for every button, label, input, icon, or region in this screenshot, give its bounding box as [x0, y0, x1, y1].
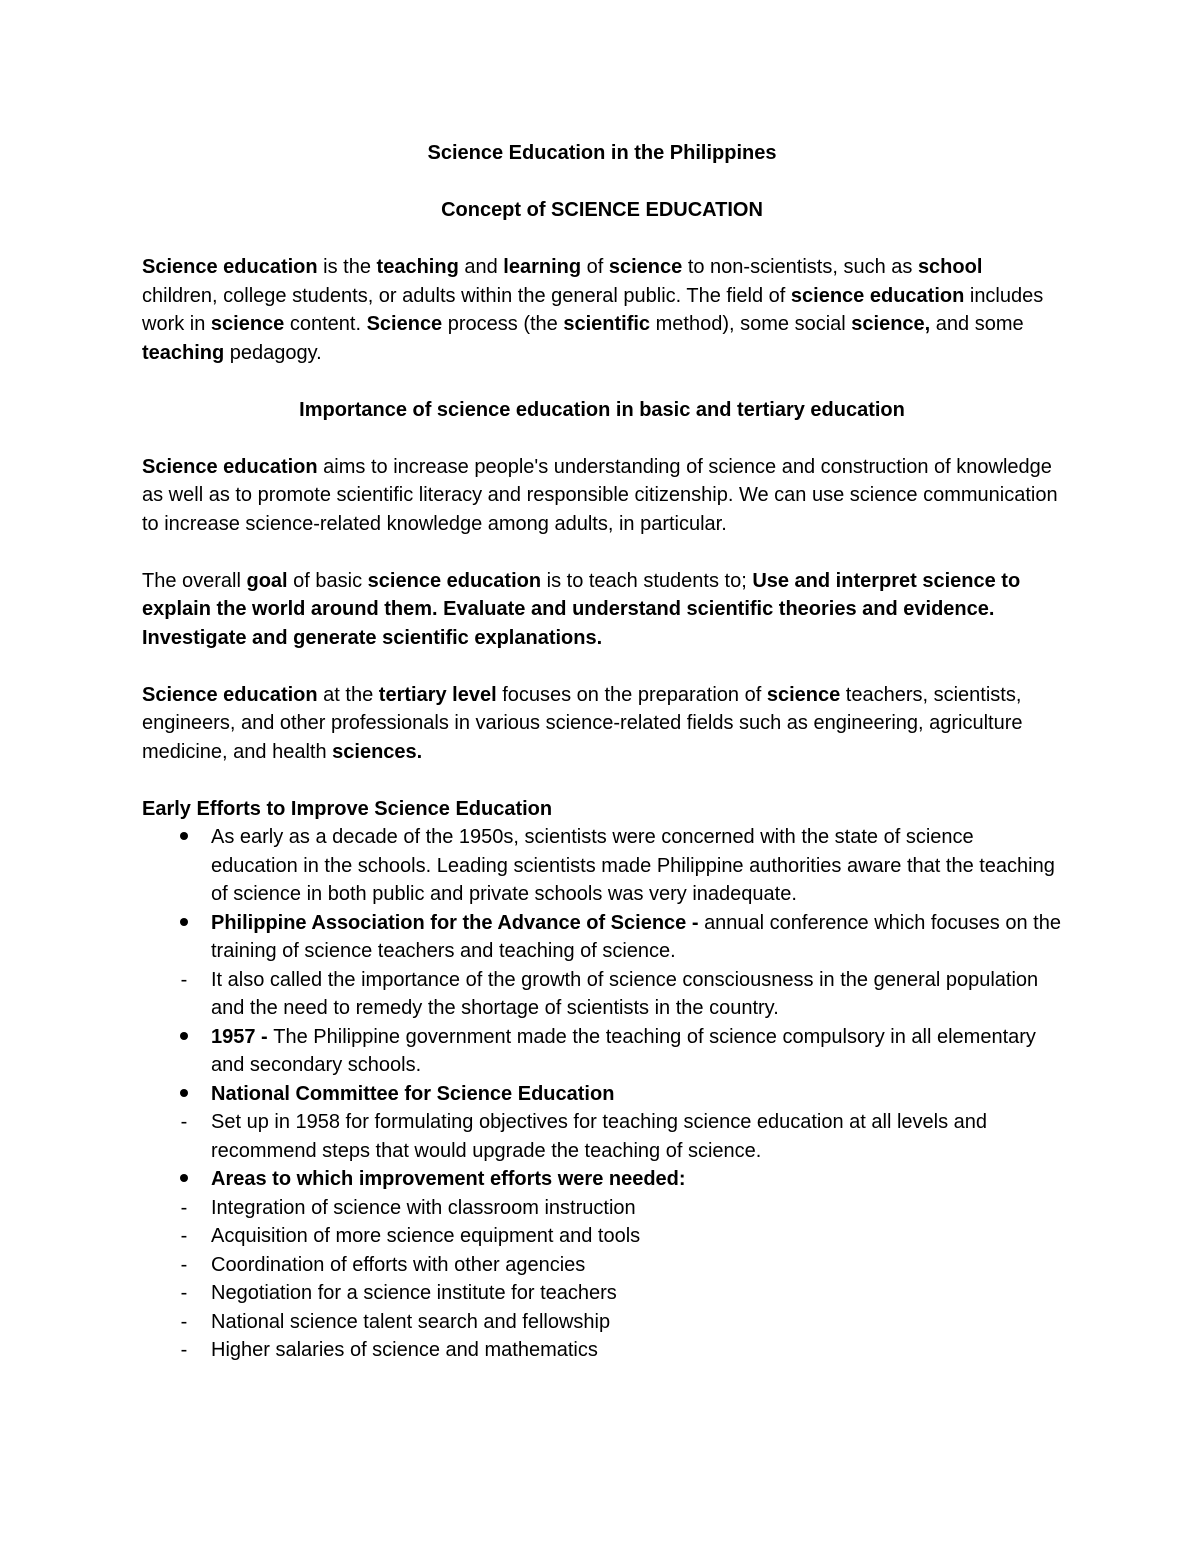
text-run: at the [317, 683, 379, 706]
bold-text-run: science education [790, 284, 965, 307]
text-run: is the [317, 256, 377, 278]
text-run: The Philippine government made the teaching of science compulsory in all elementary and secondary schools. [211, 1025, 1036, 1076]
bold-text-run: science, [851, 313, 931, 335]
dash-icon [172, 966, 196, 995]
spacer [142, 538, 1062, 567]
text-run: and some [930, 313, 1024, 335]
list-item [142, 1023, 1062, 1080]
bold-text-run: sciences. [332, 740, 423, 763]
dash-icon [172, 1194, 196, 1223]
text-run: of [581, 256, 609, 278]
spacer [142, 225, 1062, 254]
spacer [142, 367, 1062, 396]
text-run: focuses on the preparation of [496, 683, 767, 706]
bold-text-run: learning [503, 256, 582, 278]
goal-paragraph [142, 567, 1062, 653]
list-item [142, 1108, 1062, 1165]
spacer [142, 168, 1062, 197]
bold-text-run: Use and interpret science to explain the world around them. Evaluate and understand scientific theories and evidence. Investigate and generate scientific explanations. [142, 569, 1021, 649]
list-item [142, 823, 1062, 909]
text-run: It also called the importance of the growth of science consciousness in the general population and the need to remedy the shortage of scientists in the country. [211, 968, 1039, 1019]
bold-text-run: Science education [142, 683, 318, 706]
text-run: includes work in [142, 284, 1044, 335]
text-run: is to teach students to; [541, 569, 753, 592]
bullet-icon [172, 1023, 196, 1052]
list-item [142, 1222, 1062, 1251]
list-item [142, 1251, 1062, 1280]
bold-text-run: science [766, 683, 841, 706]
dash-icon [172, 1251, 196, 1280]
text-run: Set up in 1958 for formulating objectives for teaching science education at all levels and recommend steps that would upgrade the teaching of science. [211, 1111, 988, 1162]
bold-text-run: teaching [376, 256, 459, 278]
bold-text-run: Areas to which improvement efforts were needed: [211, 1168, 686, 1190]
text-run: Acquisition of more science equipment and tools [211, 1225, 641, 1247]
bold-text-run: science [210, 313, 285, 335]
early-efforts-heading [142, 795, 1062, 824]
text-run: As early as a decade of the 1950s, scientists were concerned with the state of science education in the schools. Leading scientists made Philippine authorities aware that the teaching of science in both public and private schools was very inadequate. [211, 826, 1055, 905]
document-page [142, 139, 1062, 1365]
list-item [142, 1165, 1062, 1194]
document-title: Science Education in the Philippines [427, 142, 777, 164]
spacer [142, 766, 1062, 795]
text-run: content. [284, 313, 367, 335]
text-run: and [458, 256, 504, 278]
spacer [142, 424, 1062, 453]
dash-icon [172, 1279, 196, 1308]
text-run: aims to increase people's understanding of science and construction of knowledge as well as to promote scientific literacy and responsible citizenship. We can use science communication to increase science-related knowledge among adults, in particular. [142, 455, 1058, 535]
text-run: annual conference which focuses on the training of science teachers and teaching of science. [211, 911, 1061, 962]
text-run: process (the [442, 313, 564, 335]
bold-text-run: Philippine Association for the Advance of Science - [211, 911, 705, 934]
bullet-icon [172, 1080, 196, 1109]
bold-text-run: scientific [563, 313, 651, 335]
list-item [142, 1080, 1062, 1109]
text-run: of basic [287, 569, 368, 592]
bold-text-run: 1957 - [211, 1025, 274, 1048]
dash-icon [172, 1222, 196, 1251]
text-run: Coordination of efforts with other agencies [211, 1253, 586, 1276]
bold-text-run: Science education [142, 256, 318, 278]
text-run: children, college students, or adults within the general public. The field of [142, 284, 791, 307]
bullet-icon [172, 1165, 196, 1194]
bullet-icon [172, 823, 196, 852]
bold-text-run: tertiary level [378, 683, 497, 706]
text-run: The overall [142, 569, 247, 592]
list-item [142, 1279, 1062, 1308]
text-run: to non-scientists, such as [682, 256, 918, 278]
importance-heading: Importance of science education in basic and tertiary education [299, 398, 905, 421]
early-efforts-heading-text: Early Efforts to Improve Science Education [142, 797, 553, 820]
text-run: Negotiation for a science institute for teachers [211, 1282, 617, 1304]
bold-text-run: science education [367, 569, 542, 592]
text-run: Higher salaries of science and mathematics [211, 1339, 598, 1361]
bold-text-run: Science [366, 313, 443, 335]
early-efforts-list [142, 823, 1062, 1365]
concept-paragraph [142, 253, 1062, 367]
bold-text-run: National Committee for Science Education [211, 1082, 615, 1105]
tertiary-paragraph [142, 681, 1062, 767]
bold-text-run: goal [246, 569, 288, 592]
list-item [142, 1194, 1062, 1223]
text-run: teachers, scientists, engineers, and other professionals in various science-related fields such as engineering, agriculture medicine, and health [142, 683, 1023, 763]
spacer [142, 652, 1062, 681]
text-run: pedagogy. [224, 341, 322, 364]
dash-icon [172, 1336, 196, 1365]
dash-icon [172, 1108, 196, 1137]
text-run: method), some social [650, 313, 852, 335]
list-item [142, 966, 1062, 1023]
text-run: Integration of science with classroom instruction [211, 1196, 636, 1219]
bold-text-run: teaching [142, 341, 225, 364]
bold-text-run: science [608, 256, 683, 278]
list-item [142, 909, 1062, 966]
concept-heading: Concept of SCIENCE EDUCATION [441, 199, 763, 221]
bold-text-run: Science education [142, 455, 318, 478]
dash-icon [172, 1308, 196, 1337]
importance-paragraph [142, 453, 1062, 539]
list-item [142, 1308, 1062, 1337]
list-item [142, 1336, 1062, 1365]
text-run: National science talent search and fellowship [211, 1310, 611, 1333]
bold-text-run: school [917, 256, 983, 278]
bullet-icon [172, 909, 196, 938]
